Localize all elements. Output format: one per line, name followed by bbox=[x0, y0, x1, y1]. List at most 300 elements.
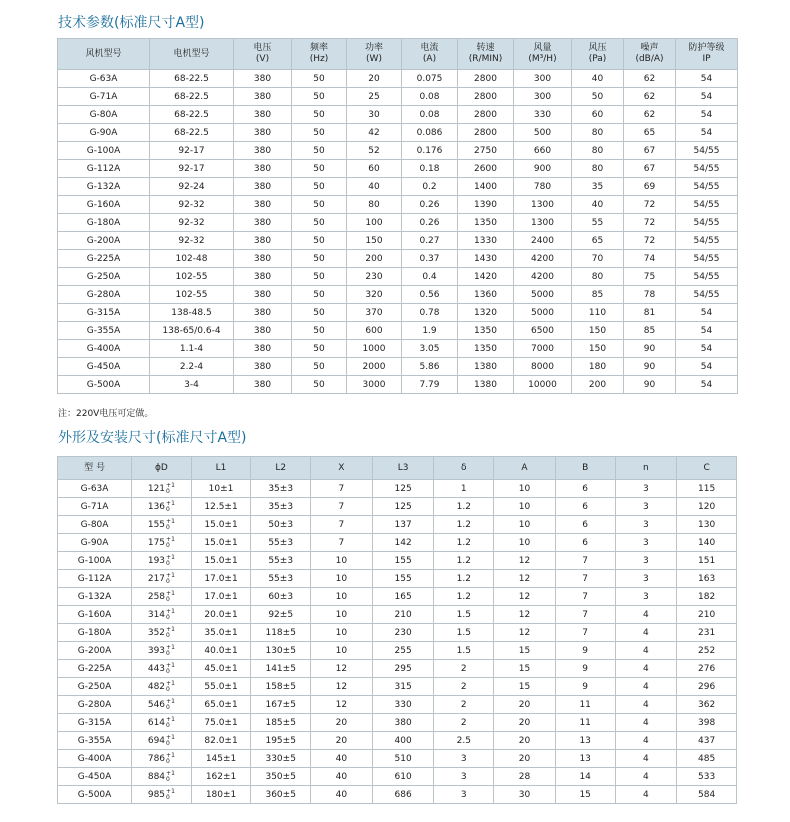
diameter-value: 393 bbox=[147, 646, 166, 656]
dims-row bbox=[58, 732, 737, 750]
spec-cell: 40 bbox=[572, 196, 624, 214]
diameter-tolerance bbox=[166, 627, 175, 639]
spec-cell: G-100A bbox=[58, 142, 150, 160]
dims-cell: 330±5 bbox=[251, 750, 311, 768]
spec-cell: 72 bbox=[624, 196, 676, 214]
spec-cell: 5.86 bbox=[402, 358, 458, 376]
dims-cell: 40 bbox=[311, 768, 373, 786]
dims-cell: 9 bbox=[555, 660, 615, 678]
spec-cell: 54/55 bbox=[676, 142, 738, 160]
spec-cell: 68-22.5 bbox=[150, 70, 234, 88]
spec-cell: 50 bbox=[292, 286, 347, 304]
diameter-value: 786 bbox=[147, 754, 166, 764]
dims-cell: 398 bbox=[677, 714, 737, 732]
spec-cell: G-71A bbox=[58, 88, 150, 106]
spec-cell: 3.05 bbox=[402, 340, 458, 358]
spec-cell: 54 bbox=[676, 70, 738, 88]
spec-cell: 380 bbox=[234, 106, 292, 124]
spec-cell: 54 bbox=[676, 124, 738, 142]
dims-cell: 15 bbox=[494, 660, 556, 678]
dims-section-title: 外形及安装尺寸(标准尺寸A型) bbox=[58, 430, 247, 446]
spec-cell: 67 bbox=[624, 142, 676, 160]
spec-cell: 92-24 bbox=[150, 178, 234, 196]
dims-cell: 11 bbox=[555, 714, 615, 732]
spec-row bbox=[58, 232, 738, 250]
spec-row bbox=[58, 322, 738, 340]
dims-cell: 1.5 bbox=[434, 606, 494, 624]
spec-cell: 42 bbox=[347, 124, 402, 142]
dims-cell: 20 bbox=[494, 714, 556, 732]
dims-cell: 6 bbox=[555, 480, 615, 498]
spec-cell: 68-22.5 bbox=[150, 106, 234, 124]
dims-cell: 145±1 bbox=[191, 750, 251, 768]
spec-cell: 1300 bbox=[514, 196, 572, 214]
dims-cell: 3 bbox=[434, 786, 494, 804]
dims-cell: 584 bbox=[677, 786, 737, 804]
dims-cell bbox=[132, 660, 192, 678]
spec-cell: 0.075 bbox=[402, 70, 458, 88]
spec-cell: 54/55 bbox=[676, 268, 738, 286]
spec-cell: 3-4 bbox=[150, 376, 234, 394]
dims-cell: 10 bbox=[494, 516, 556, 534]
tolerance-lower: 0 bbox=[166, 487, 170, 495]
dims-cell: 3 bbox=[615, 498, 677, 516]
dims-cell bbox=[132, 714, 192, 732]
spec-cell: 5000 bbox=[514, 286, 572, 304]
dims-header-cell: 型 号 bbox=[58, 457, 132, 480]
tolerance-lower: 0 bbox=[166, 595, 170, 603]
spec-cell: 380 bbox=[234, 214, 292, 232]
spec-row bbox=[58, 268, 738, 286]
diameter-tolerance bbox=[166, 591, 175, 603]
tolerance-upper: +1 bbox=[166, 625, 175, 633]
spec-cell: 150 bbox=[347, 232, 402, 250]
dims-cell: 15.0±1 bbox=[191, 516, 251, 534]
spec-cell: 0.18 bbox=[402, 160, 458, 178]
spec-header-label: 风机型号 bbox=[85, 48, 122, 59]
spec-cell: 900 bbox=[514, 160, 572, 178]
dims-row bbox=[58, 480, 737, 498]
dims-cell: 686 bbox=[372, 786, 434, 804]
spec-cell: 380 bbox=[234, 268, 292, 286]
dims-cell: 4 bbox=[615, 624, 677, 642]
dims-cell: 10 bbox=[311, 624, 373, 642]
dims-cell: 11 bbox=[555, 696, 615, 714]
spec-cell: G-450A bbox=[58, 358, 150, 376]
dims-cell: G-132A bbox=[58, 588, 132, 606]
tolerance-upper: +1 bbox=[166, 679, 175, 687]
spec-cell: 54 bbox=[676, 358, 738, 376]
tolerance-lower: 0 bbox=[166, 541, 170, 549]
diameter-tolerance bbox=[166, 753, 175, 765]
spec-header-unit: (M³/H) bbox=[528, 54, 557, 64]
spec-cell: 1380 bbox=[458, 376, 514, 394]
dims-cell: 55±3 bbox=[251, 534, 311, 552]
spec-cell: 85 bbox=[572, 286, 624, 304]
spec-cell: 600 bbox=[347, 322, 402, 340]
spec-cell: 2800 bbox=[458, 88, 514, 106]
dims-cell: 4 bbox=[615, 678, 677, 696]
dims-cell: 9 bbox=[555, 642, 615, 660]
dims-cell: 3 bbox=[615, 534, 677, 552]
dims-row bbox=[58, 624, 737, 642]
spec-cell: 50 bbox=[292, 196, 347, 214]
spec-cell: 138-65/0.6-4 bbox=[150, 322, 234, 340]
diameter-tolerance bbox=[166, 771, 175, 783]
spec-cell: 660 bbox=[514, 142, 572, 160]
dims-cell: 7 bbox=[311, 480, 373, 498]
tolerance-upper: +1 bbox=[166, 499, 175, 507]
dims-cell: G-160A bbox=[58, 606, 132, 624]
spec-cell: 92-32 bbox=[150, 196, 234, 214]
dims-cell: 10±1 bbox=[191, 480, 251, 498]
tolerance-lower: 0 bbox=[166, 559, 170, 567]
spec-cell: 1420 bbox=[458, 268, 514, 286]
dims-cell: 1.2 bbox=[434, 534, 494, 552]
dims-cell: 140 bbox=[677, 534, 737, 552]
dims-cell: 10 bbox=[311, 570, 373, 588]
spec-header-label: 转速 bbox=[476, 43, 495, 53]
spec-cell: 1390 bbox=[458, 196, 514, 214]
spec-header-cell bbox=[572, 39, 624, 70]
diameter-tolerance bbox=[166, 483, 175, 495]
dims-cell: 2 bbox=[434, 696, 494, 714]
spec-cell: 7000 bbox=[514, 340, 572, 358]
spec-cell: 2000 bbox=[347, 358, 402, 376]
spec-cell: 2800 bbox=[458, 70, 514, 88]
diameter-tolerance bbox=[166, 645, 175, 657]
dims-cell: 1.5 bbox=[434, 642, 494, 660]
dims-cell: 130±5 bbox=[251, 642, 311, 660]
dims-cell: 55±3 bbox=[251, 552, 311, 570]
spec-header-label: 风压 bbox=[588, 43, 607, 53]
dims-cell: 155 bbox=[372, 552, 434, 570]
dims-cell: 50±3 bbox=[251, 516, 311, 534]
dims-cell bbox=[132, 570, 192, 588]
spec-header-cell bbox=[292, 39, 347, 70]
dims-cell bbox=[132, 516, 192, 534]
spec-cell: 102-55 bbox=[150, 286, 234, 304]
spec-row bbox=[58, 250, 738, 268]
spec-cell: G-80A bbox=[58, 106, 150, 124]
dims-cell: 7 bbox=[555, 570, 615, 588]
dims-cell: 142 bbox=[372, 534, 434, 552]
dims-cell: G-400A bbox=[58, 750, 132, 768]
spec-cell: 380 bbox=[234, 232, 292, 250]
dims-cell: 12 bbox=[311, 678, 373, 696]
spec-cell: 1300 bbox=[514, 214, 572, 232]
dims-cell: 12.5±1 bbox=[191, 498, 251, 516]
spec-header-unit: (Hz) bbox=[309, 54, 329, 64]
tolerance-upper: +1 bbox=[166, 589, 175, 597]
diameter-value: 121 bbox=[147, 484, 166, 494]
spec-cell: 50 bbox=[292, 214, 347, 232]
dims-cell: 12 bbox=[494, 606, 556, 624]
spec-cell: 54 bbox=[676, 88, 738, 106]
dims-header-cell: B bbox=[555, 457, 615, 480]
dims-cell: 295 bbox=[372, 660, 434, 678]
spec-cell: 1400 bbox=[458, 178, 514, 196]
dims-cell: G-71A bbox=[58, 498, 132, 516]
dims-cell: 60±3 bbox=[251, 588, 311, 606]
diameter-value: 614 bbox=[147, 718, 166, 728]
spec-header-row bbox=[58, 39, 738, 70]
spec-row bbox=[58, 124, 738, 142]
spec-cell: 100 bbox=[347, 214, 402, 232]
dims-header-cell: L2 bbox=[251, 457, 311, 480]
dims-cell: 20.0±1 bbox=[191, 606, 251, 624]
spec-cell: 68-22.5 bbox=[150, 124, 234, 142]
spec-cell: 0.27 bbox=[402, 232, 458, 250]
spec-cell: 380 bbox=[234, 322, 292, 340]
spec-cell: 50 bbox=[292, 160, 347, 178]
dims-cell: 125 bbox=[372, 480, 434, 498]
spec-cell: 85 bbox=[624, 322, 676, 340]
spec-cell: 2400 bbox=[514, 232, 572, 250]
dims-cell: G-315A bbox=[58, 714, 132, 732]
spec-cell: G-280A bbox=[58, 286, 150, 304]
dims-cell: 55.0±1 bbox=[191, 678, 251, 696]
dims-cell: 7 bbox=[555, 588, 615, 606]
dims-cell: 55±3 bbox=[251, 570, 311, 588]
spec-cell: 35 bbox=[572, 178, 624, 196]
diameter-tolerance bbox=[166, 789, 175, 801]
tolerance-upper: +1 bbox=[166, 697, 175, 705]
spec-cell: 380 bbox=[234, 250, 292, 268]
dims-cell: 45.0±1 bbox=[191, 660, 251, 678]
dims-cell: 12 bbox=[494, 570, 556, 588]
dims-cell: 10 bbox=[311, 552, 373, 570]
spec-cell: 5000 bbox=[514, 304, 572, 322]
spec-header-cell bbox=[514, 39, 572, 70]
dims-cell: G-112A bbox=[58, 570, 132, 588]
dims-cell: 118±5 bbox=[251, 624, 311, 642]
spec-header-unit: (dB/A) bbox=[635, 54, 664, 64]
dims-cell: 15 bbox=[494, 678, 556, 696]
spec-cell: 320 bbox=[347, 286, 402, 304]
dims-cell: 130 bbox=[677, 516, 737, 534]
spec-cell: 62 bbox=[624, 106, 676, 124]
dims-cell bbox=[132, 642, 192, 660]
dims-cell: 231 bbox=[677, 624, 737, 642]
spec-cell: G-355A bbox=[58, 322, 150, 340]
spec-cell: 0.08 bbox=[402, 88, 458, 106]
spec-cell: 60 bbox=[572, 106, 624, 124]
spec-header-unit: (R/MIN) bbox=[468, 54, 503, 64]
tolerance-lower: 0 bbox=[166, 649, 170, 657]
spec-header-cell bbox=[234, 39, 292, 70]
spec-row bbox=[58, 340, 738, 358]
dims-cell: 3 bbox=[615, 552, 677, 570]
dims-row bbox=[58, 642, 737, 660]
spec-cell: 380 bbox=[234, 376, 292, 394]
spec-cell: 2800 bbox=[458, 106, 514, 124]
spec-cell: 230 bbox=[347, 268, 402, 286]
tolerance-upper: +1 bbox=[166, 643, 175, 651]
dims-cell: 20 bbox=[494, 696, 556, 714]
spec-cell: 380 bbox=[234, 70, 292, 88]
spec-cell: 25 bbox=[347, 88, 402, 106]
dims-cell: 141±5 bbox=[251, 660, 311, 678]
spec-cell: 1320 bbox=[458, 304, 514, 322]
diameter-value: 217 bbox=[147, 574, 166, 584]
spec-cell: 70 bbox=[572, 250, 624, 268]
dims-cell: 3 bbox=[615, 516, 677, 534]
spec-cell: G-90A bbox=[58, 124, 150, 142]
diameter-value: 443 bbox=[147, 664, 166, 674]
spec-cell: 2800 bbox=[458, 124, 514, 142]
spec-cell: 65 bbox=[624, 124, 676, 142]
dims-cell: 4 bbox=[615, 750, 677, 768]
spec-cell: G-160A bbox=[58, 196, 150, 214]
tolerance-upper: +1 bbox=[166, 733, 175, 741]
dims-cell: 28 bbox=[494, 768, 556, 786]
spec-section-title: 技术参数(标准尺寸A型) bbox=[58, 15, 205, 31]
dims-cell: 20 bbox=[494, 732, 556, 750]
spec-cell: 1350 bbox=[458, 340, 514, 358]
dims-cell bbox=[132, 552, 192, 570]
spec-cell: 62 bbox=[624, 70, 676, 88]
dims-header-cell: L3 bbox=[372, 457, 434, 480]
spec-cell: 380 bbox=[234, 340, 292, 358]
spec-cell: 54/55 bbox=[676, 232, 738, 250]
dims-cell: 137 bbox=[372, 516, 434, 534]
dims-cell: 6 bbox=[555, 498, 615, 516]
dims-cell: 15 bbox=[555, 786, 615, 804]
spec-cell: 54 bbox=[676, 304, 738, 322]
dims-cell: 252 bbox=[677, 642, 737, 660]
spec-cell: 50 bbox=[292, 124, 347, 142]
diameter-tolerance bbox=[166, 717, 175, 729]
dims-cell: 9 bbox=[555, 678, 615, 696]
spec-cell: G-250A bbox=[58, 268, 150, 286]
dims-cell: 533 bbox=[677, 768, 737, 786]
tolerance-lower: 0 bbox=[166, 523, 170, 531]
spec-cell: 80 bbox=[572, 124, 624, 142]
dims-cell bbox=[132, 732, 192, 750]
spec-header-unit: (W) bbox=[366, 54, 382, 64]
dims-cell: 10 bbox=[311, 588, 373, 606]
tolerance-upper: +1 bbox=[166, 787, 175, 795]
spec-cell: G-400A bbox=[58, 340, 150, 358]
dims-cell: 1.2 bbox=[434, 516, 494, 534]
spec-cell: 55 bbox=[572, 214, 624, 232]
spec-cell: 780 bbox=[514, 178, 572, 196]
dims-cell: 3 bbox=[615, 570, 677, 588]
spec-cell: 62 bbox=[624, 88, 676, 106]
spec-cell: 380 bbox=[234, 196, 292, 214]
spec-cell: 90 bbox=[624, 358, 676, 376]
tolerance-lower: 0 bbox=[166, 757, 170, 765]
dims-cell: 7 bbox=[311, 498, 373, 516]
dims-cell: G-100A bbox=[58, 552, 132, 570]
tolerance-upper: +1 bbox=[166, 481, 175, 489]
spec-cell: G-180A bbox=[58, 214, 150, 232]
diameter-value: 985 bbox=[147, 790, 166, 800]
spec-header-label: 电机型号 bbox=[173, 48, 210, 59]
dims-cell: 1.5 bbox=[434, 624, 494, 642]
tolerance-lower: 0 bbox=[166, 613, 170, 621]
diameter-tolerance bbox=[166, 537, 175, 549]
spec-cell: 50 bbox=[572, 88, 624, 106]
diameter-tolerance bbox=[166, 681, 175, 693]
voltage-note: 注：220V电压可定做。 bbox=[58, 409, 154, 419]
spec-cell: 380 bbox=[234, 142, 292, 160]
spec-cell: 6500 bbox=[514, 322, 572, 340]
spec-header-cell bbox=[347, 39, 402, 70]
spec-cell: 102-48 bbox=[150, 250, 234, 268]
spec-row bbox=[58, 376, 738, 394]
spec-cell: 2600 bbox=[458, 160, 514, 178]
spec-header-cell bbox=[58, 39, 150, 70]
spec-cell: 50 bbox=[292, 268, 347, 286]
spec-row bbox=[58, 286, 738, 304]
diameter-value: 175 bbox=[147, 538, 166, 548]
spec-cell: G-500A bbox=[58, 376, 150, 394]
spec-cell: 69 bbox=[624, 178, 676, 196]
spec-cell: 54 bbox=[676, 106, 738, 124]
spec-cell: 80 bbox=[572, 268, 624, 286]
spec-row bbox=[58, 70, 738, 88]
spec-cell: 150 bbox=[572, 340, 624, 358]
spec-cell: 50 bbox=[292, 88, 347, 106]
diameter-value: 546 bbox=[147, 700, 166, 710]
diameter-tolerance bbox=[166, 735, 175, 747]
dims-cell bbox=[132, 624, 192, 642]
dims-header-cell: L1 bbox=[191, 457, 251, 480]
dims-cell: 12 bbox=[494, 624, 556, 642]
dims-row bbox=[58, 678, 737, 696]
tolerance-upper: +1 bbox=[166, 571, 175, 579]
spec-cell: 1380 bbox=[458, 358, 514, 376]
dims-cell: 65.0±1 bbox=[191, 696, 251, 714]
dims-cell: 276 bbox=[677, 660, 737, 678]
spec-cell: 3000 bbox=[347, 376, 402, 394]
dims-cell: 4 bbox=[615, 606, 677, 624]
dims-cell bbox=[132, 606, 192, 624]
dims-row bbox=[58, 660, 737, 678]
spec-row bbox=[58, 304, 738, 322]
dims-row bbox=[58, 786, 737, 804]
diameter-value: 193 bbox=[147, 556, 166, 566]
tolerance-lower: 0 bbox=[166, 775, 170, 783]
diameter-tolerance bbox=[166, 573, 175, 585]
spec-cell: 81 bbox=[624, 304, 676, 322]
dims-row bbox=[58, 714, 737, 732]
spec-cell: 50 bbox=[292, 304, 347, 322]
spec-cell: G-132A bbox=[58, 178, 150, 196]
spec-cell: 8000 bbox=[514, 358, 572, 376]
dims-cell: 4 bbox=[615, 732, 677, 750]
spec-cell: 72 bbox=[624, 232, 676, 250]
tolerance-upper: +1 bbox=[166, 553, 175, 561]
spec-header-label: 风量 bbox=[533, 43, 552, 53]
spec-cell: 1350 bbox=[458, 322, 514, 340]
spec-cell: 380 bbox=[234, 304, 292, 322]
spec-cell: 1.9 bbox=[402, 322, 458, 340]
dims-cell: 13 bbox=[555, 750, 615, 768]
spec-cell: 50 bbox=[292, 70, 347, 88]
spec-table bbox=[57, 38, 738, 394]
diameter-value: 136 bbox=[147, 502, 166, 512]
spec-cell: G-63A bbox=[58, 70, 150, 88]
spec-cell: 50 bbox=[292, 106, 347, 124]
spec-cell: G-112A bbox=[58, 160, 150, 178]
dims-cell: 7 bbox=[311, 534, 373, 552]
dims-cell: G-225A bbox=[58, 660, 132, 678]
dims-cell: G-200A bbox=[58, 642, 132, 660]
spec-cell: 67 bbox=[624, 160, 676, 178]
